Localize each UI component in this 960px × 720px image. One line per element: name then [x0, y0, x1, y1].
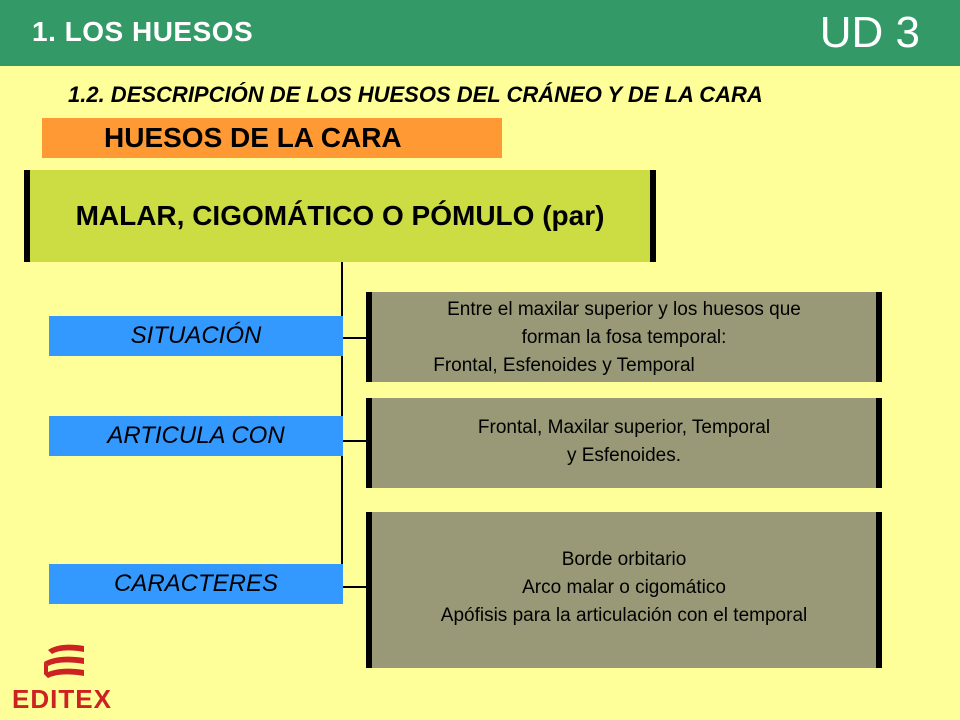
caracteres-line: Apófisis para la articulación con el temporal	[440, 605, 808, 626]
section-title: 1. LOS HUESOS	[32, 16, 254, 47]
situacion-line: forman la fosa temporal:	[521, 327, 727, 348]
label-caracteres: CARACTERES	[49, 564, 343, 604]
box-articula-con	[366, 398, 882, 488]
category-title: HUESOS DE LA CARA	[42, 118, 502, 158]
editex-logo	[10, 640, 120, 716]
main-bone-title: MALAR, CIGOMÁTICO O PÓMULO (par)	[75, 200, 605, 231]
articula-line: y Esfenoides.	[566, 445, 682, 466]
box-situacion	[366, 292, 882, 382]
box-left-border	[366, 398, 372, 488]
box-right-border	[876, 398, 882, 488]
connector-articula	[343, 440, 367, 442]
box-left-border	[366, 512, 372, 668]
box-right-border	[876, 292, 882, 382]
editex-logo-text: EDITEX	[12, 684, 112, 714]
label-situacion: SITUACIÓN	[49, 316, 343, 356]
subtitle: 1.2. DESCRIPCIÓN DE LOS HUESOS DEL CRÁNEO Y DE LA CARA	[68, 82, 763, 107]
connector-caracteres	[343, 586, 367, 588]
box-caracteres	[366, 512, 882, 668]
right-border	[650, 170, 656, 262]
editex-logo-icon	[40, 642, 100, 686]
connector-situacion	[343, 337, 367, 339]
header-bar	[0, 0, 960, 66]
label-articula-con: ARTICULA CON	[49, 416, 343, 456]
caracteres-line: Borde orbitario	[561, 549, 687, 570]
box-left-border	[366, 292, 372, 382]
situacion-line: Entre el maxilar superior y los huesos que	[447, 299, 801, 320]
left-border	[24, 170, 30, 262]
unit-label: UD 3	[819, 8, 920, 57]
caracteres-line: Arco malar o cigomático	[522, 577, 726, 598]
box-right-border	[876, 512, 882, 668]
main-bone-box	[24, 170, 656, 262]
articula-line: Frontal, Maxilar superior, Temporal	[477, 417, 771, 438]
situacion-line: Frontal, Esfenoides y Temporal	[433, 355, 695, 376]
